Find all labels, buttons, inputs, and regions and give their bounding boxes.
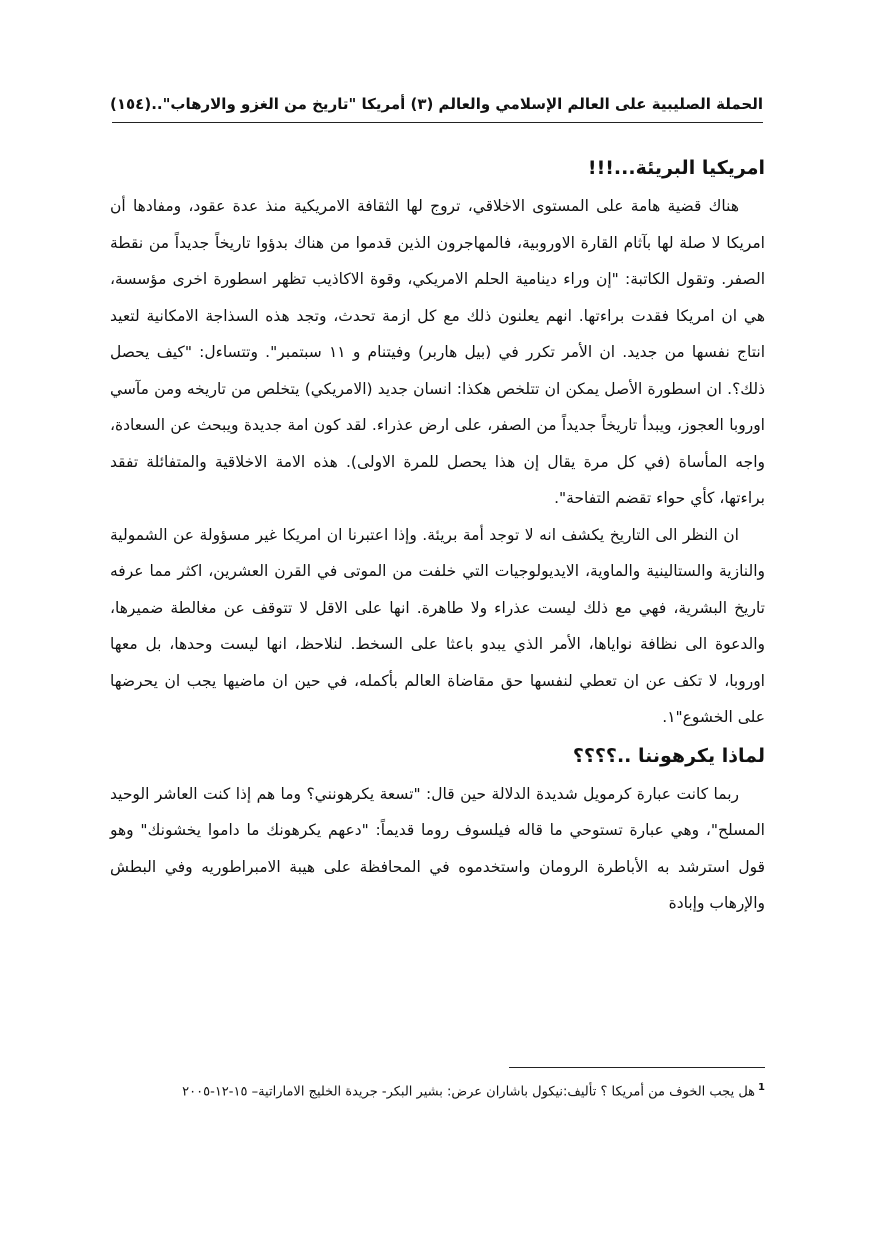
footnote-divider: [509, 1067, 765, 1068]
footnote-marker: 1: [758, 1082, 765, 1093]
section-heading-why-hate-us: لماذا يكرهوننا ..؟؟؟؟: [572, 744, 765, 767]
header-title: الحملة الصليبية على العالم الإسلامي والعالم (٣) أمريكا "تاريخ من الغزو والارهاب"..: [151, 95, 763, 113]
body-content: [110, 148, 765, 922]
footnote-text: هل يجب الخوف من أمريكا ؟ تأليف:نيكول باشاران عرض: بشير البكر- جريدة الخليج الاماراتية– ١٥-١٢-٢٠٠٥: [182, 1084, 756, 1100]
page-number: (١٥٤): [110, 95, 152, 113]
paragraph: هناك قضية هامة على المستوى الاخلاقي، تروج لها الثقافة الامريكية منذ عدة عقود، ومفادها أن امريكا لا صلة لها بآثام القارة الاوروبية، فالمهاجرون الذين قدموا من هناك بدؤوا تاريخاً جديداً من نقطة الصفر. وتقول الكاتبة: "إن وراء دينامية الحلم الامريكي، وقوة الاكاذيب تظهر اسطورة اخرى مؤسسة، هي ان امريكا فقدت براءتها. انهم يعلنون ذلك مع كل ازمة تحدث، وتجد هذه السذاجة الامكانية لتعيد انتاج نفسها من جديد. ان الأمر تكرر في (بيل هاربر) وفيتنام و ١١ سبتمبر". وتتساءل: "كيف يحصل ذلك؟. ان اسطورة الأصل يمكن ان تتلخص هكذا: انسان جديد (الامريكي) يتخلص من تاريخه ومن مآسي اوروبا العجوز، ويبدأ تاريخاً جديداً من الصفر، على ارض عذراء. لقد كون امة جديدة ويبحث عن السعادة، واجه المأساة (في كل مرة يقال إن هذا يحصل للمرة الاولى). هذه الامة الاخلاقية والمتفائلة تفقد براءتها، كأي حواء تقضم التفاحة".: [110, 197, 766, 507]
paragraph: ربما كانت عبارة كرمويل شديدة الدلالة حين قال: "تسعة يكرهونني؟ وما هم إذا كنت العاشر الوحيد المسلح"، وهي عبارة تستوحي ما قاله فيلسوف روما قديماً: "دعهم يكرهونك ما داموا يخشونك" وهو قول استرشد به الأباطرة الرومان واستخدموه في المحافظة على هيبة الامبراطوريه وفي البطش والإرهاب وإبادة: [110, 784, 765, 912]
running-header: [112, 86, 763, 123]
section-heading-innocent-america: امريكيا البريئة...!!!: [587, 157, 765, 179]
paragraph: ان النظر الى التاريخ يكشف انه لا توجد أمة بريئة. وإذا اعتبرنا ان امريكا غير مسؤولة عن الشمولية والنازية والستالينية والماوية، الايديولوجيات التي خلفت من الموتى في القرن العشرين، اكثر مما عرفه تاريخ البشرية، فهي مع ذلك ليست عذراء ولا طاهرة. انها على الاقل لا تتوقف عن مغالطة ضميرها، والدعوة الى نظافة نواياها، الأمر الذي يبدو باعثا على السخط. لنلاحظ، انها ليست وحدها، بل معها اوروبا، لا تكف عن ان تعطي لنفسها حق مقاضاة العالم بأكمله، في حين ان ماضيها يجب ان يحرضها على الخشوع"١.: [110, 525, 765, 726]
footnote: [110, 1075, 765, 1104]
